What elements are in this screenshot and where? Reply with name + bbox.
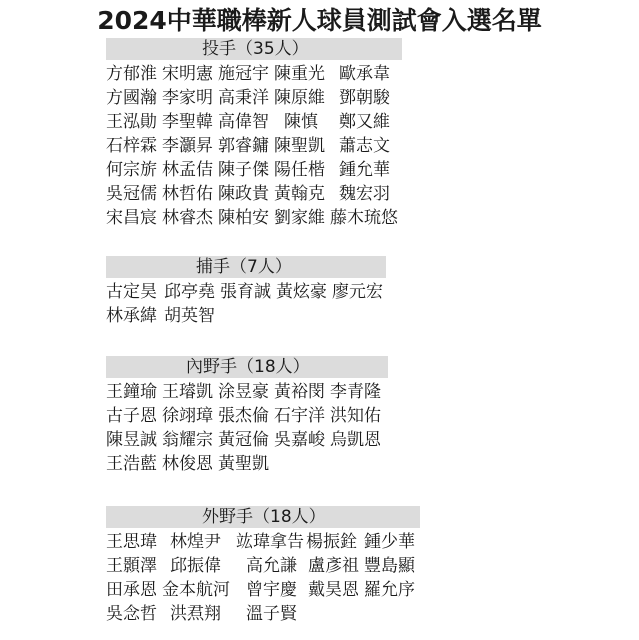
player-name: 戴昊恩 bbox=[308, 580, 359, 600]
section-header-outfielders bbox=[106, 506, 420, 528]
player-name: 徐翊璋 bbox=[162, 406, 213, 426]
player-name: 吳念哲 bbox=[106, 604, 157, 624]
player-name: 施冠宇 bbox=[218, 64, 269, 84]
player-name: 李青隆 bbox=[330, 382, 381, 402]
player-name: 石梓霖 bbox=[106, 136, 157, 156]
player-name: 洪焄翔 bbox=[170, 604, 221, 624]
player-name: 何宗旂 bbox=[106, 160, 157, 180]
section-header-catchers bbox=[106, 256, 386, 278]
player-name: 陳昱誠 bbox=[106, 430, 157, 450]
player-name: 王璿凱 bbox=[162, 382, 213, 402]
player-name: 金本航河 bbox=[162, 580, 230, 600]
player-name: 鄭又維 bbox=[339, 112, 390, 132]
player-name: 陳柏安 bbox=[218, 208, 269, 228]
player-name: 張杰倫 bbox=[218, 406, 269, 426]
player-name: 張育誠 bbox=[220, 282, 271, 302]
section-label: 捕手（7人） bbox=[196, 257, 292, 277]
player-name: 田承恩 bbox=[106, 580, 157, 600]
section-header-infielders bbox=[106, 356, 388, 378]
player-name: 曾宇慶 bbox=[246, 580, 297, 600]
player-name: 鍾少華 bbox=[364, 532, 415, 552]
player-name: 竑瑋拿告 bbox=[236, 532, 304, 552]
player-name: 邱振偉 bbox=[170, 556, 221, 576]
player-name: 吳嘉峻 bbox=[274, 430, 325, 450]
player-name: 洪知佑 bbox=[330, 406, 381, 426]
player-name: 黃冠倫 bbox=[218, 430, 269, 450]
player-name: 王顥澤 bbox=[106, 556, 157, 576]
player-name: 邱亭堯 bbox=[164, 282, 215, 302]
player-name: 方國瀚 bbox=[106, 88, 157, 108]
player-name: 林哲佑 bbox=[162, 184, 213, 204]
page-title: 2024中華職棒新人球員測試會入選名單 bbox=[97, 6, 542, 35]
player-name: 陳慎 bbox=[284, 112, 318, 132]
player-name: 高偉智 bbox=[218, 112, 269, 132]
player-name: 藤木琉悠 bbox=[330, 208, 398, 228]
player-name: 陳聖凱 bbox=[274, 136, 325, 156]
player-name: 盧彥祖 bbox=[308, 556, 359, 576]
player-name: 胡英智 bbox=[164, 306, 215, 326]
player-name: 吳冠儒 bbox=[106, 184, 157, 204]
player-name: 羅允序 bbox=[364, 580, 415, 600]
player-name: 陳原維 bbox=[274, 88, 325, 108]
player-name: 陳重光 bbox=[274, 64, 325, 84]
player-name: 陳子傑 bbox=[218, 160, 269, 180]
section-label: 外野手（18人） bbox=[202, 507, 326, 527]
player-name: 王泓勛 bbox=[106, 112, 157, 132]
player-name: 林煌尹 bbox=[170, 532, 221, 552]
player-name: 林俊恩 bbox=[162, 454, 213, 474]
player-name: 黃炫豪 bbox=[276, 282, 327, 302]
player-name: 楊振銓 bbox=[306, 532, 357, 552]
player-name: 陽任楷 bbox=[274, 160, 325, 180]
player-name: 郭睿鏞 bbox=[218, 136, 269, 156]
player-name: 高允謙 bbox=[246, 556, 297, 576]
player-name: 林睿杰 bbox=[162, 208, 213, 228]
player-name: 王思瑋 bbox=[106, 532, 157, 552]
player-name: 高秉洋 bbox=[218, 88, 269, 108]
player-name: 李灝昇 bbox=[162, 136, 213, 156]
player-name: 蕭志文 bbox=[339, 136, 390, 156]
player-name: 魏宏羽 bbox=[339, 184, 390, 204]
section-label: 投手（35人） bbox=[202, 39, 309, 59]
player-name: 石宇洋 bbox=[274, 406, 325, 426]
player-name: 鄧朝駿 bbox=[339, 88, 390, 108]
player-name: 鍾允華 bbox=[339, 160, 390, 180]
player-name: 豐島顯 bbox=[364, 556, 415, 576]
player-name: 王浩藍 bbox=[106, 454, 157, 474]
player-name: 林孟佶 bbox=[162, 160, 213, 180]
player-name: 黃裕閔 bbox=[274, 382, 325, 402]
player-name: 方郁淮 bbox=[106, 64, 157, 84]
player-name: 古定昊 bbox=[106, 282, 157, 302]
player-name: 黃翰克 bbox=[274, 184, 325, 204]
player-name: 王鐘瑜 bbox=[106, 382, 157, 402]
player-name: 宋明憲 bbox=[162, 64, 213, 84]
player-name: 歐承韋 bbox=[339, 64, 390, 84]
player-name: 李聖韓 bbox=[162, 112, 213, 132]
player-name: 溫子賢 bbox=[246, 604, 297, 624]
section-label: 內野手（18人） bbox=[186, 357, 310, 377]
player-name: 涂昱豪 bbox=[218, 382, 269, 402]
section-header-pitchers bbox=[106, 38, 402, 60]
player-name: 黃聖凱 bbox=[218, 454, 269, 474]
player-name: 宋昌宸 bbox=[106, 208, 157, 228]
player-name: 烏凱恩 bbox=[330, 430, 381, 450]
player-name: 陳政貴 bbox=[218, 184, 269, 204]
player-name: 劉家維 bbox=[274, 208, 325, 228]
player-name: 古子恩 bbox=[106, 406, 157, 426]
player-name: 林承緯 bbox=[106, 306, 157, 326]
player-name: 廖元宏 bbox=[332, 282, 383, 302]
player-name: 李家明 bbox=[162, 88, 213, 108]
player-name: 翁耀宗 bbox=[162, 430, 213, 450]
